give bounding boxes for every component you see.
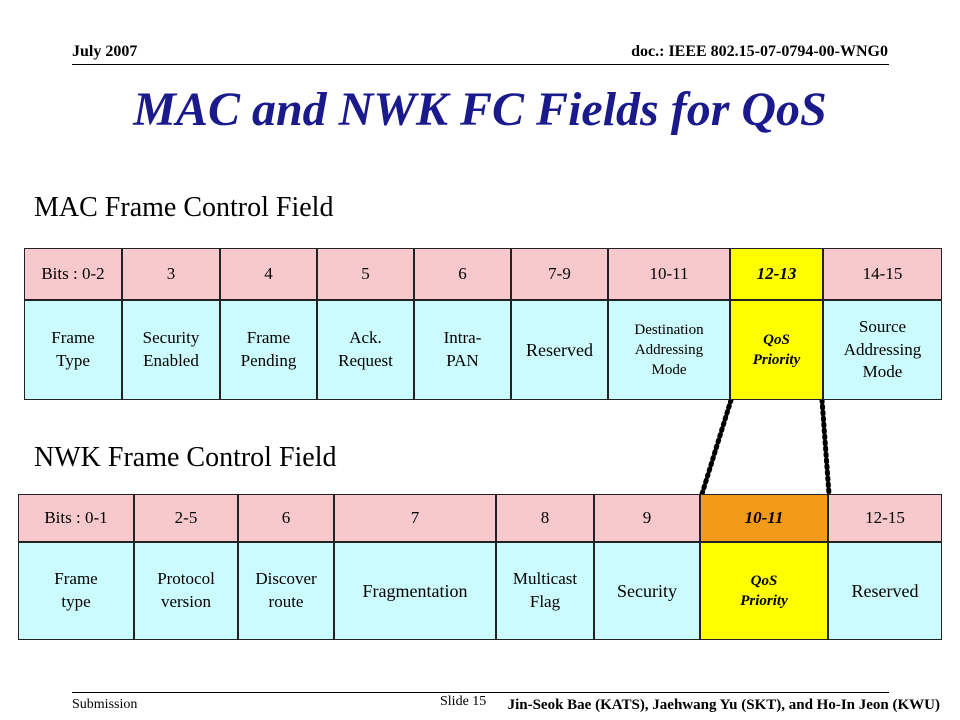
mac-field-3-line-0: Ack.: [349, 328, 382, 348]
mac-field-2-line-1: Pending: [240, 351, 297, 370]
mac-bits-1: 3: [122, 248, 220, 300]
nwk-field-4-line-0: Multicast: [512, 569, 578, 589]
nwk-field-5-line-0: Security: [617, 580, 677, 601]
mac-field-3-line-1: Request: [338, 351, 393, 370]
nwk-field-0-line-1: type: [61, 592, 91, 611]
mac-bits-7: 12-13: [730, 248, 823, 300]
nwk-field-4-line-1: Flag: [529, 592, 561, 611]
nwk-field-1: [134, 542, 238, 640]
mac-field-6-line-2: Mode: [651, 362, 687, 379]
mac-field-4: [414, 300, 511, 400]
mac-field-6: [608, 300, 730, 400]
mac-field-2-line-0: Frame: [246, 328, 291, 348]
nwk-field-2-line-0: Discover: [255, 569, 317, 589]
mac-bits-2: 4: [220, 248, 317, 300]
nwk-field-6-line-1: Priority: [740, 593, 788, 609]
qos-connector-left: [702, 400, 731, 494]
nwk-field-7-line-0: Reserved: [851, 580, 919, 601]
footer-submission: Submission: [72, 697, 138, 712]
mac-field-6-line-1: Addressing: [634, 341, 704, 358]
mac-field-3: [317, 300, 414, 400]
mac-bits-0: Bits : 0-2: [24, 248, 122, 300]
nwk-field-7: [828, 542, 942, 640]
nwk-field-2-line-1: route: [268, 592, 304, 611]
mac-field-5: [511, 300, 608, 400]
mac-bits-6: 10-11: [608, 248, 730, 300]
mac-heading: MAC Frame Control Field: [34, 192, 334, 223]
mac-bits-4: 6: [414, 248, 511, 300]
mac-field-8-line-2: Mode: [862, 362, 903, 382]
nwk-field-0: [18, 542, 134, 640]
nwk-field-5: [594, 542, 700, 640]
nwk-heading: NWK Frame Control Field: [34, 442, 337, 473]
nwk-bits-6: 10-11: [700, 494, 828, 542]
mac-field-1-line-0: Security: [142, 328, 200, 348]
mac-field-8: [823, 300, 942, 400]
mac-field-5-line-0: Reserved: [526, 339, 593, 360]
header-date: July 2007: [72, 43, 138, 60]
nwk-bits-2: 6: [238, 494, 334, 542]
mac-field-6-line-0: Destination: [634, 321, 704, 338]
mac-field-4-line-1: PAN: [446, 351, 479, 370]
mac-field-7: [730, 300, 823, 400]
footer-slide-number: Slide 15: [440, 694, 487, 709]
nwk-field-3: [334, 542, 496, 640]
nwk-field-3-line-0: Fragmentation: [362, 580, 468, 601]
mac-bits-5: 7-9: [511, 248, 608, 300]
nwk-bits-3: 7: [334, 494, 496, 542]
qos-connector-right: [822, 400, 829, 494]
header-doc-id: doc.: IEEE 802.15-07-0794-00-WNG0: [631, 43, 888, 60]
slide-title: MAC and NWK FC Fields for QoS: [133, 83, 827, 136]
footer-authors: Jin-Seok Bae (KATS), Jaehwang Yu (SKT), and Ho-In Jeon (KWU): [507, 697, 940, 713]
mac-field-7-line-0: QoS: [763, 331, 790, 348]
mac-field-0-line-0: Frame: [51, 328, 95, 348]
mac-field-1: [122, 300, 220, 400]
nwk-field-6-line-0: QoS: [750, 572, 778, 589]
mac-field-2: [220, 300, 317, 400]
nwk-field-1-line-0: Protocol: [157, 569, 215, 589]
nwk-bits-5: 9: [594, 494, 700, 542]
nwk-field-6: [700, 542, 828, 640]
mac-field-1-line-1: Enabled: [143, 351, 199, 370]
mac-bits-3: 5: [317, 248, 414, 300]
nwk-field-0-line-0: Frame: [54, 569, 98, 589]
mac-field-0: [24, 300, 122, 400]
mac-field-0-line-1: Type: [56, 351, 90, 370]
mac-field-8-line-0: Source: [858, 316, 907, 336]
nwk-field-2: [238, 542, 334, 640]
nwk-bits-4: 8: [496, 494, 594, 542]
nwk-field-1-line-1: version: [160, 592, 212, 611]
mac-field-4-line-0: Intra-: [443, 328, 482, 348]
nwk-bits-1: 2-5: [134, 494, 238, 542]
nwk-bits-0: Bits : 0-1: [18, 494, 134, 542]
footer-divider: [72, 692, 889, 693]
mac-bits-8: 14-15: [823, 248, 942, 300]
nwk-bits-7: 12-15: [828, 494, 942, 542]
mac-field-7-line-1: Priority: [752, 352, 801, 368]
mac-field-8-line-1: Addressing: [843, 339, 922, 359]
nwk-field-4: [496, 542, 594, 640]
